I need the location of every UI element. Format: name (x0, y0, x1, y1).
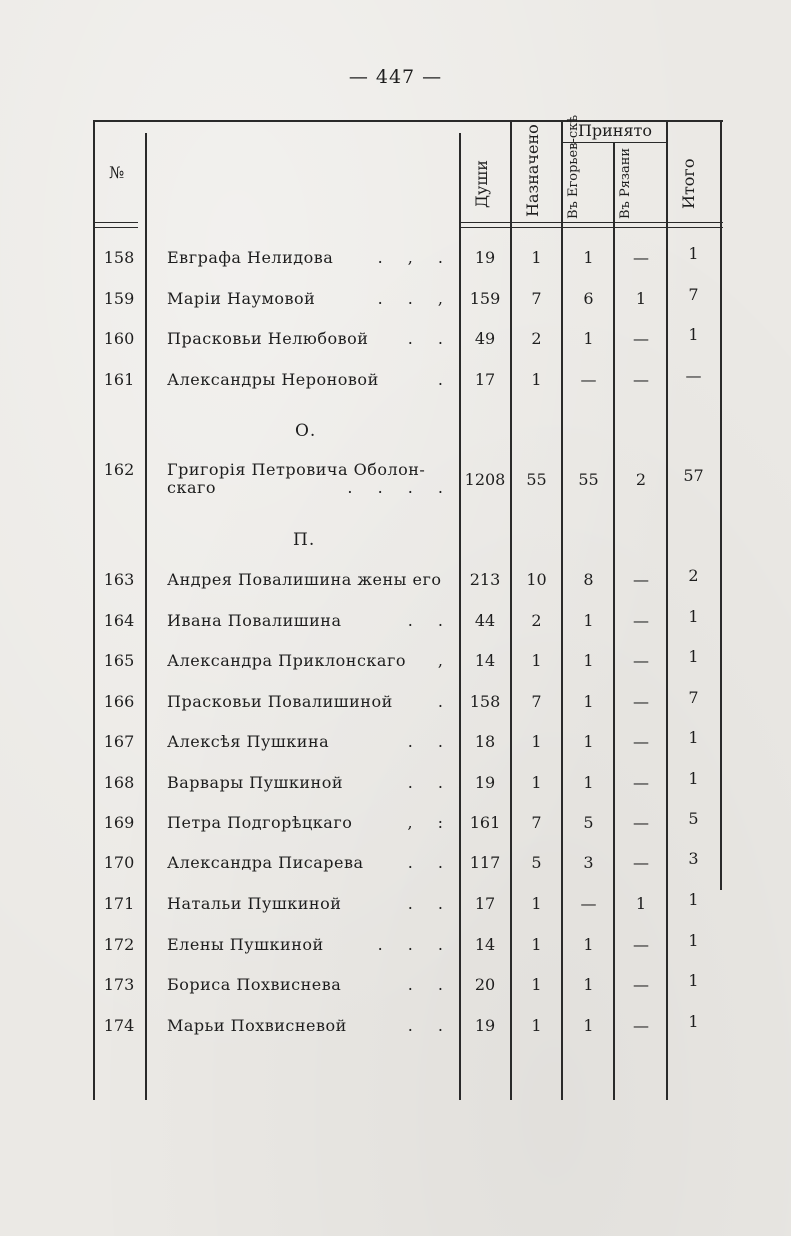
row-souls: 14 (474, 935, 496, 954)
row-in-egorievsk: 1 (583, 773, 594, 792)
row-souls: 159 (469, 289, 501, 308)
row-leader-dots: , : (407, 813, 453, 832)
row-total: — (685, 366, 702, 385)
row-name: Григорія Петровича Оболон- (167, 460, 426, 479)
row-number: 158 (103, 248, 135, 267)
header-total: Итого (679, 158, 698, 210)
row-total: 1 (688, 325, 699, 344)
row-leader-dots: . . . (377, 935, 453, 954)
row-total: 3 (688, 849, 699, 868)
row-souls: 19 (474, 248, 496, 267)
row-in-egorievsk: 1 (583, 651, 594, 670)
row-leader-dots: . (437, 692, 453, 711)
row-souls: 14 (474, 651, 496, 670)
header-bottom-rule-right (459, 222, 723, 223)
row-souls: 158 (469, 692, 501, 711)
section-letter-p: П. (293, 530, 316, 550)
row-assigned: 1 (531, 894, 542, 913)
row-name: Александра Писарева (167, 853, 364, 872)
row-in-ryazan: — (633, 732, 649, 751)
section-letter-o: О. (295, 421, 317, 441)
row-name: Андрея Повалишина жены его (167, 570, 442, 589)
row-number: 163 (103, 570, 135, 589)
row-total: 5 (688, 809, 699, 828)
row-souls: 213 (469, 570, 501, 589)
row-leader-dots: . , . (377, 248, 453, 267)
row-in-egorievsk: 1 (583, 329, 594, 348)
row-assigned: 1 (531, 651, 542, 670)
header-in-ryazan: Въ Рязани (618, 147, 633, 219)
row-souls: 19 (474, 773, 496, 792)
row-number: 165 (103, 651, 135, 670)
row-total: 7 (688, 285, 699, 304)
header-bottom-rule (93, 222, 138, 223)
row-assigned: 1 (531, 370, 542, 389)
row-leader-dots: . . . . (347, 478, 453, 497)
row-in-egorievsk: 8 (583, 570, 594, 589)
row-souls: 117 (469, 853, 501, 872)
row-souls: 17 (474, 370, 496, 389)
row-assigned: 10 (526, 570, 547, 589)
row-assigned: 1 (531, 1016, 542, 1035)
row-souls: 20 (474, 975, 496, 994)
row-number: 166 (103, 692, 135, 711)
row-in-ryazan: — (633, 692, 649, 711)
row-assigned: 1 (531, 732, 542, 751)
row-name: Прасковьи Повалишиной (167, 692, 393, 711)
row-in-ryazan: — (633, 1016, 649, 1035)
row-in-ryazan: 2 (635, 470, 647, 489)
row-in-ryazan: — (633, 248, 649, 267)
header-assigned: Назначено (523, 124, 542, 218)
row-in-ryazan: — (633, 813, 649, 832)
row-in-egorievsk: 5 (583, 813, 594, 832)
row-in-ryazan: — (633, 853, 649, 872)
row-name-continued: скаго (167, 478, 217, 497)
row-assigned: 2 (531, 611, 542, 630)
row-name: Маріи Наумовой (167, 289, 316, 308)
row-in-ryazan: — (633, 773, 649, 792)
row-name: Алексѣя Пушкина (167, 732, 330, 751)
row-number: 170 (103, 853, 135, 872)
row-in-ryazan: — (633, 651, 649, 670)
row-number: 164 (103, 611, 135, 630)
row-name: Елены Пушкиной (167, 935, 324, 954)
row-assigned: 1 (531, 248, 542, 267)
row-leader-dots: . . (407, 329, 453, 348)
column-rule-left (93, 120, 95, 1100)
row-number: 161 (103, 370, 135, 389)
row-assigned: 7 (531, 289, 542, 308)
row-souls: 18 (474, 732, 496, 751)
row-number: 167 (103, 732, 135, 751)
row-in-egorievsk: 55 (578, 470, 599, 489)
row-assigned: 1 (531, 935, 542, 954)
row-leader-dots: . (437, 370, 453, 389)
row-souls: 19 (474, 1016, 496, 1035)
row-assigned: 55 (526, 470, 547, 489)
row-in-egorievsk: — (580, 894, 597, 913)
row-total: 7 (688, 688, 699, 707)
row-number: 169 (103, 813, 135, 832)
row-name: Александры Нероновой (167, 370, 379, 389)
row-in-ryazan: — (633, 975, 649, 994)
row-in-ryazan: — (633, 570, 649, 589)
row-name: Петра Подгорѣцкаго (167, 813, 353, 832)
row-assigned: 7 (531, 692, 542, 711)
row-leader-dots: . . (407, 894, 453, 913)
row-name: Ивана Повалишина (167, 611, 342, 630)
row-souls: 161 (469, 813, 501, 832)
row-leader-dots: , (437, 651, 453, 670)
row-assigned: 1 (531, 975, 542, 994)
row-total: 1 (688, 647, 699, 666)
row-leader-dots: . . (407, 1016, 453, 1035)
row-in-ryazan: — (633, 329, 649, 348)
row-souls: 49 (474, 329, 496, 348)
row-number: 172 (103, 935, 135, 954)
row-souls: 17 (474, 894, 496, 913)
row-number: 171 (103, 894, 135, 913)
row-assigned: 5 (531, 853, 542, 872)
row-in-egorievsk: 6 (583, 289, 594, 308)
row-leader-dots: . . (407, 853, 453, 872)
row-name: Евграфа Нелидова (167, 248, 334, 267)
row-assigned: 1 (531, 773, 542, 792)
row-number: 174 (103, 1016, 135, 1035)
header-bottom-rule-2 (93, 227, 138, 228)
row-total: 1 (688, 1012, 699, 1031)
row-leader-dots: . . (407, 732, 453, 751)
row-total: 1 (688, 890, 699, 909)
row-in-ryazan: — (633, 611, 649, 630)
row-number: 160 (103, 329, 135, 348)
row-in-egorievsk: — (580, 370, 597, 389)
header-souls: Души (472, 160, 491, 208)
row-in-ryazan: — (633, 935, 649, 954)
row-in-egorievsk: 1 (583, 692, 594, 711)
row-total: 1 (688, 931, 699, 950)
header-bottom-rule-right-2 (459, 227, 723, 228)
row-in-egorievsk: 1 (583, 1016, 594, 1035)
row-name: Марьи Похвисневой (167, 1016, 347, 1035)
row-leader-dots: . . (407, 611, 453, 630)
row-number: 173 (103, 975, 135, 994)
row-number: 168 (103, 773, 135, 792)
page-number: — 447 — (348, 66, 443, 88)
row-name: Александра Приклонскаго (167, 651, 406, 670)
row-total: 1 (688, 971, 699, 990)
row-total: 1 (688, 769, 699, 788)
row-total: 1 (688, 607, 699, 626)
row-in-egorievsk: 1 (583, 975, 594, 994)
row-in-ryazan: — (633, 370, 649, 389)
row-in-ryazan: 1 (635, 289, 647, 308)
row-name: Варвары Пушкиной (167, 773, 344, 792)
header-in-egorievsk: Въ Егорьев-скѣ (566, 114, 581, 219)
row-in-egorievsk: 1 (583, 935, 594, 954)
row-leader-dots: . . (407, 975, 453, 994)
row-name: Бориса Похвиснева (167, 975, 342, 994)
row-in-egorievsk: 3 (583, 853, 594, 872)
header-accepted: Принято (577, 121, 653, 140)
column-rule-no (145, 133, 147, 1100)
column-rule-right (720, 120, 722, 890)
row-total: 2 (688, 566, 699, 585)
row-leader-dots: . . , (377, 289, 453, 308)
row-number: 159 (103, 289, 135, 308)
row-in-egorievsk: 1 (583, 732, 594, 751)
row-leader-dots: . . (407, 773, 453, 792)
register-table (93, 115, 723, 1100)
row-assigned: 7 (531, 813, 542, 832)
row-total: 57 (683, 466, 704, 485)
row-in-ryazan: 1 (635, 894, 647, 913)
row-in-egorievsk: 1 (583, 611, 594, 630)
row-in-egorievsk: 1 (583, 248, 594, 267)
row-assigned: 2 (531, 329, 542, 348)
row-name: Прасковьи Нелюбовой (167, 329, 369, 348)
row-souls: 1208 (464, 470, 506, 489)
row-total: 1 (688, 728, 699, 747)
row-total: 1 (688, 244, 699, 263)
row-souls: 44 (474, 611, 496, 630)
row-number: 162 (103, 460, 135, 479)
row-name: Натальи Пушкиной (167, 894, 342, 913)
header-no: № (109, 163, 125, 182)
